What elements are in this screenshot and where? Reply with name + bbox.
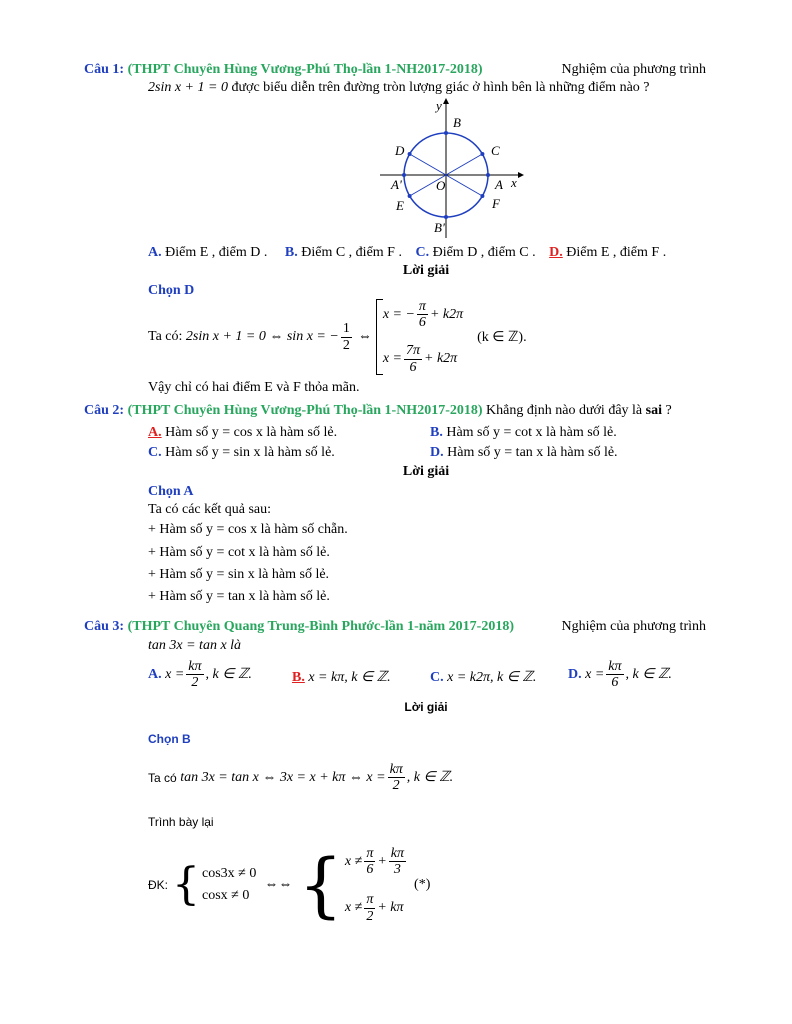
q2-option-c[interactable]: C. Hàm số y = sin x là hàm số lẻ. [148, 445, 335, 460]
label-E: E [396, 198, 404, 213]
q1-label: Câu 1: [84, 62, 125, 77]
q1-line1 [84, 62, 706, 78]
q3-cond-1: cos3x ≠ 0 [202, 866, 257, 881]
q1-text-b: được biểu diễn trên đường tròn lượng giác ở hình bên là những điểm nào ? [231, 80, 650, 95]
q2-option-a[interactable]: A. Hàm số y = cos x là hàm số lẻ. [148, 425, 338, 440]
unit-circle-figure [378, 98, 528, 240]
label-x: x [511, 175, 517, 190]
q2-solution-title: Lời giải [402, 464, 450, 479]
q1-conclusion: Vậy chỉ có hai điểm E và F thỏa mãn. [148, 380, 360, 395]
label-A-prime: A' [391, 177, 402, 192]
q1-option-c[interactable]: C. Điểm D , điểm C . [415, 245, 536, 260]
q1-option-b[interactable]: B. Điểm C , điểm F . [284, 245, 402, 260]
q3-option-c[interactable]: C. x = k2π, k ∈ ℤ. [430, 670, 537, 685]
q2-line1: Câu 2: (THPT Chuyên Hùng Vương-Phú Thọ-lần 1-NH2017-2018) Khẳng định nào dưới đây là sai ? [84, 403, 672, 418]
q3-option-a[interactable]: A. x = $\frac{k\pi}{2}$ , k ∈ ℤ. [148, 659, 252, 691]
q1-cases-bracket [376, 299, 383, 375]
label-D: D [395, 143, 405, 158]
q1-options [148, 245, 666, 261]
label-C: C [491, 143, 500, 158]
q3-line1: Câu 3: (THPT Chuyên Quang Trung-Bình Phước-lần 1-năm 2017-2018) Nghiệm của phương trình [84, 619, 706, 634]
label-B: B [453, 115, 461, 130]
q3-chosen: Chọn B [148, 732, 191, 746]
q2-result-2: + Hàm số y = cot x là hàm số lẻ. [148, 545, 330, 560]
q1-line2 [148, 80, 650, 96]
q3-work: Ta có tan 3x = tan x ⇔ 3x = x + kπ ⇔ x = $\frac{k\pi}{2}$ , k ∈ ℤ. [148, 762, 454, 794]
q1-equation: 2sin x + 1 = 0 [148, 80, 228, 95]
q2-chosen: Chọn A [148, 484, 194, 499]
q1-source: (THPT Chuyên Hùng Vương-Phú Thọ-lần 1-NH2017-2018) [127, 62, 483, 77]
label-O: O [436, 178, 446, 193]
q3-option-d[interactable]: D. x = $\frac{k\pi}{6}$ , k ∈ ℤ. [568, 659, 672, 691]
q2-result-4: + Hàm số y = tan x là hàm số lẻ. [148, 589, 330, 604]
q1-cases: x = − $\frac{\pi}{6}$ + k2π x = $\frac{7\pi}{6}$ + k2π [382, 299, 464, 375]
q1-text-a: Nghiệm của phương trình [561, 62, 706, 77]
x-axis-arrow [518, 172, 524, 178]
q2-intro: Ta có các kết quả sau: [148, 502, 272, 517]
axes [380, 104, 518, 238]
q1-option-d[interactable]: D. Điểm E , điểm F . [549, 245, 667, 260]
q1-work: Ta có: 2sin x + 1 = 0 ⇔ sin x = − $\frac{1}{2}$ ⇔ x = − $\frac{\pi}{6}$ + k2π x = $\frac{7\pi}{6}$ + k2π (k ∈ ℤ). [148, 299, 527, 375]
q3-solution-title: Lời giải [404, 700, 448, 714]
q1-solution-title: Lời giải [402, 263, 450, 278]
q3-option-b[interactable]: B. x = kπ, k ∈ ℤ. [292, 670, 391, 685]
q2-option-b[interactable]: B. Hàm số y = cot x là hàm số lẻ. [430, 425, 617, 440]
label-A: A [495, 177, 503, 192]
q2-option-d[interactable]: D. Hàm số y = tan x là hàm số lẻ. [430, 445, 618, 460]
y-axis-arrow [443, 98, 449, 104]
label-F: F [492, 196, 500, 211]
q1-chosen: Chọn D [148, 283, 195, 298]
q3-redo: Trình bày lại [148, 815, 214, 829]
label-y: y [436, 98, 442, 113]
q3-condition: ĐK: { cos3x ≠ 0 cosx ≠ 0 ⇔⇔ { x ≠ $\frac{\pi}{6}$ + $\frac{k\pi}{3}$ x ≠ $\frac{\pi}{2}$ + kπ (*) [148, 844, 431, 926]
q2-result-1: + Hàm số y = cos x là hàm số chẵn. [148, 522, 348, 537]
q3-equation: tan 3x = tan x là [148, 638, 242, 653]
q1-option-a[interactable]: A. Điểm E , điểm D . [148, 245, 268, 260]
label-B-prime: B' [434, 220, 445, 235]
q3-cond-2: cosx ≠ 0 [202, 888, 250, 903]
q2-result-3: + Hàm số y = sin x là hàm số lẻ. [148, 567, 330, 582]
